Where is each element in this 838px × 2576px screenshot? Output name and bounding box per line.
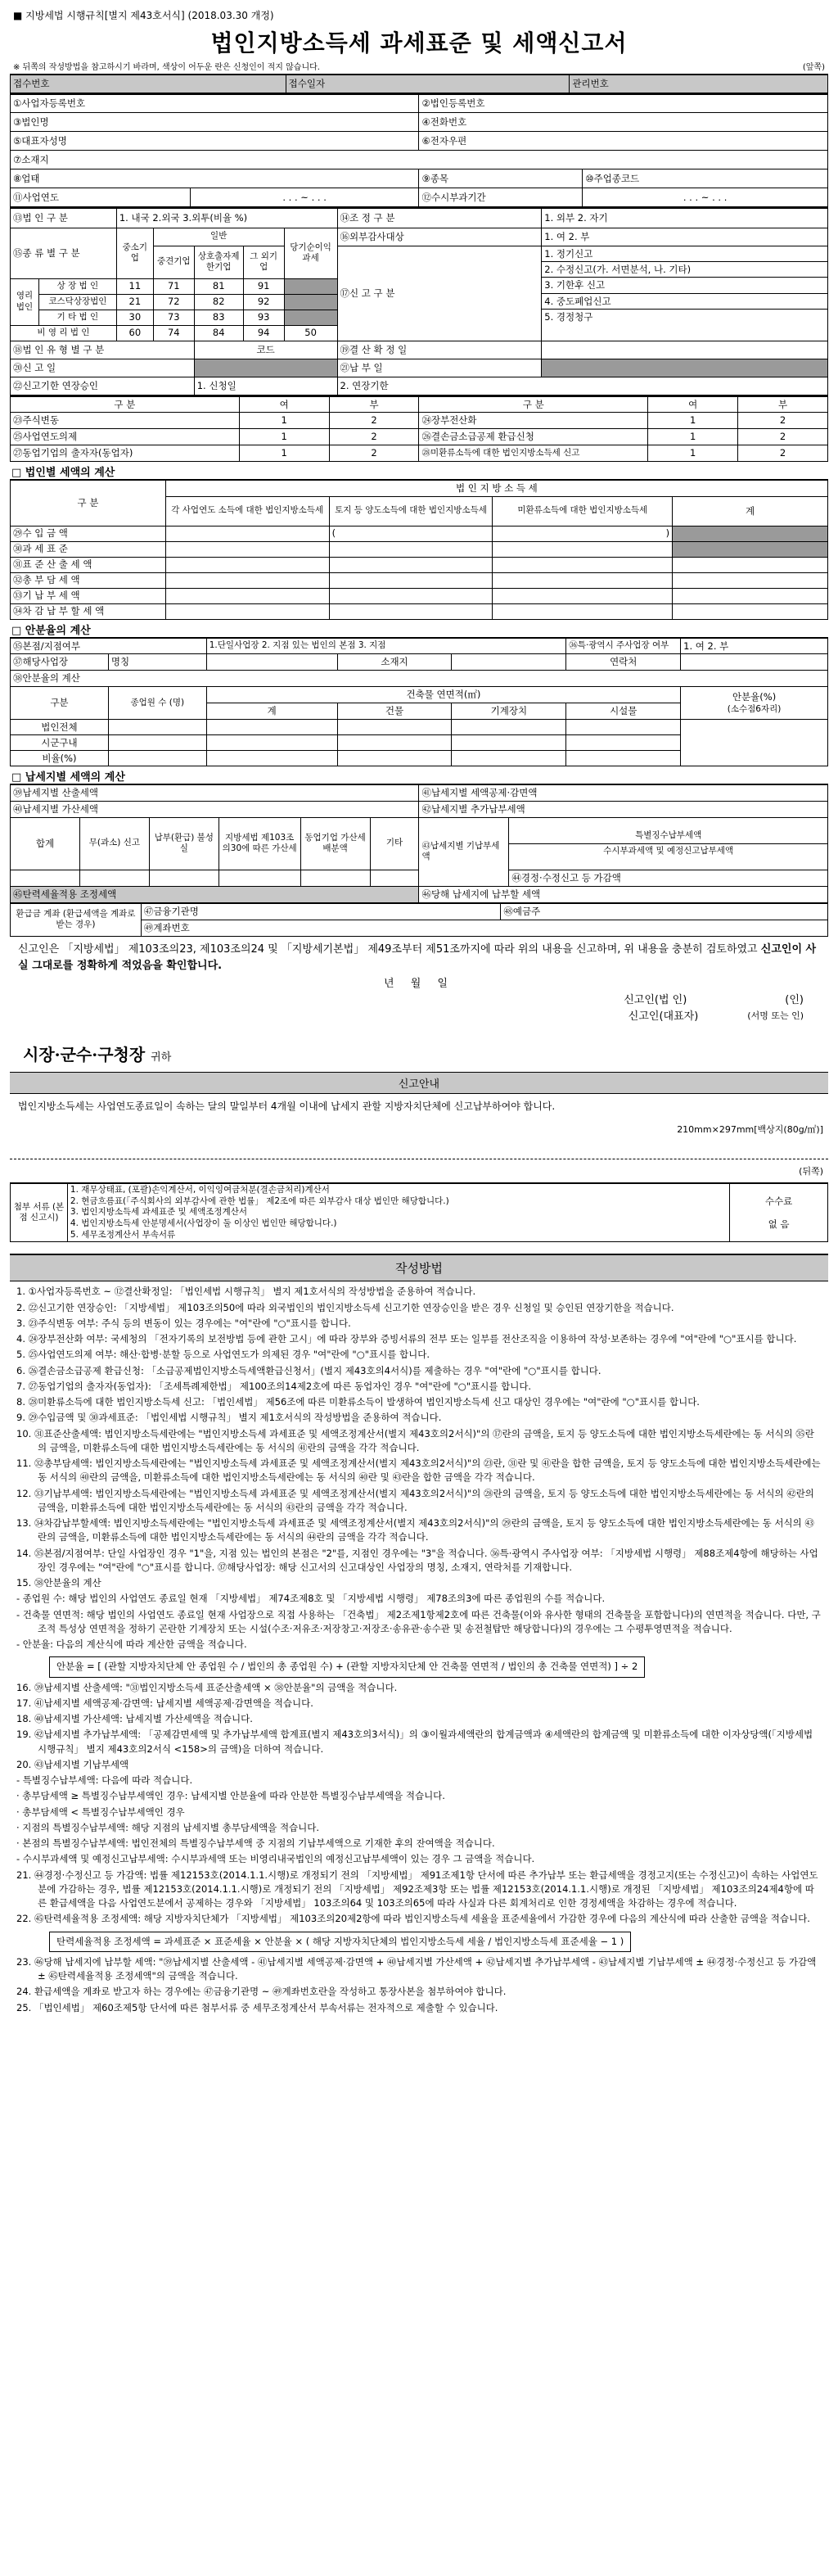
method-item: 16. ㊴납세지별 산출세액: "㉛법인지방소득세 표준산출세액 × ㊳안분율"의 금액을 적습니다. bbox=[16, 1681, 398, 1693]
value-cell[interactable] bbox=[452, 720, 566, 735]
report-opt-2[interactable]: 2. 수정신고(가. 서면분석, 나. 기타) bbox=[542, 262, 827, 278]
penalty-col-late-payment: 납부(환급) 불성실 bbox=[149, 817, 219, 870]
payable-table bbox=[10, 784, 828, 903]
withholding-col: 특별징수납부세액 bbox=[509, 829, 827, 843]
ratio-head-building: 건물 bbox=[337, 703, 452, 720]
correction-adjust-label: ㊹경정·수정신고 등 가감액 bbox=[509, 870, 828, 886]
method-item: 7. ㉗동업기업의 출자자(동업자): 「조세특례제한법」 제100조의14제2호에 따른 동업자인 경우 "여"란에 "○"표시를 합니다. bbox=[16, 1380, 532, 1392]
address-field[interactable]: ⑦소재지 bbox=[11, 151, 828, 169]
amount-cell[interactable] bbox=[329, 526, 493, 541]
addressee bbox=[23, 1042, 828, 1065]
local-payable-label: ㊻당해 납세지에 납부할 세액 bbox=[419, 886, 828, 902]
tax-head-land: 토지 등 양도소득에 대한 법인지방소득세 bbox=[329, 496, 493, 526]
branch-status-label: ㉟본점/지점여부 bbox=[11, 638, 207, 654]
unreturned-income-label: ㉘미환류소득에 대한 법인지방소득세 신고 bbox=[419, 445, 648, 462]
fee-value: 없 음 bbox=[768, 1218, 790, 1231]
deemed-fiscal-year-label: ㉕사업연도의제 bbox=[11, 429, 240, 445]
ceo-name-field[interactable]: ⑤대표자성명 bbox=[11, 132, 419, 151]
code-cell[interactable]: 11 bbox=[116, 278, 153, 294]
guide-bar: 신고안내 bbox=[10, 1072, 828, 1094]
value-cell[interactable] bbox=[206, 751, 337, 766]
for-profit-label: 영리법인 bbox=[11, 278, 39, 325]
computerized-books-label: ㉔장부전산화 bbox=[419, 413, 648, 429]
signer-corp-label: 신고인(법 인) bbox=[624, 993, 687, 1006]
amount-cell[interactable] bbox=[329, 541, 493, 557]
method-item: 22. ㊺탄력세율적용 조정세액: 해당 지방자치단체가 「지방세법」 제103조의20제2항에 따라 법인지방소득세 세율을 표준세율에서 가감한 경우에 다음의 계산식에 따라 산출한 금액을 적습니다. bbox=[16, 1913, 810, 1925]
method-item: 19. ㊷납세지별 추가납부세액: 「공제감면세액 및 추가납부세액 합계표(별지 제43호의3서식)」의 ③이월과세액란의 합계금액과 ④세액란의 합계금액 및 미환류소득에 대한 이자상당액(「지방세법 시행규칙」 별지 제43호의2서식 <158>의 금액)을 더하여 적습니다. bbox=[16, 1729, 813, 1755]
method-item: - 특별징수납부세액: 다음에 따라 적습니다. bbox=[16, 1774, 193, 1787]
amount-cell[interactable] bbox=[370, 870, 419, 886]
payment-date-field bbox=[542, 359, 828, 377]
paren-open: ( bbox=[331, 527, 336, 540]
yes-option[interactable]: 1 bbox=[648, 445, 738, 462]
tax-head-item: 구 분 bbox=[11, 480, 166, 526]
business-reg-no-field[interactable]: ①사업자등록번호 bbox=[11, 94, 419, 113]
extension-label: ㉒신고기한 연장승인 bbox=[11, 377, 195, 395]
site-contact-label: 연락처 bbox=[566, 654, 681, 671]
revenue-label: ㉙수 입 금 액 bbox=[11, 526, 166, 541]
code-cell[interactable]: 91 bbox=[243, 278, 284, 294]
report-date-field bbox=[194, 359, 337, 377]
attachment-list bbox=[67, 1183, 729, 1242]
shaded-cell bbox=[673, 526, 828, 541]
method-item: 9. ㉙수입금액 및 ㉚과세표준: 「법인세법 시행규칙」 별지 제1호서식의 작성방법을 준용하여 적습니다. bbox=[16, 1412, 442, 1424]
settlement-date-field[interactable] bbox=[542, 341, 828, 359]
form-title: 법인지방소득세 과세표준 및 세액신고서 bbox=[210, 29, 628, 56]
report-date-label: ⑳신 고 일 bbox=[11, 359, 195, 377]
method-item: 1. ①사업자등록번호 ~ ⑫결산확정일: 「법인세법 시행규칙」 별지 제1호서식의 작성방법을 준용하여 적습니다. bbox=[16, 1286, 476, 1298]
method-item: - 건축물 연면적: 해당 법인의 사업연도 종료일 현재 사업장으로 직접 사용하는 「건축법」 제2조제1항제2호에 따른 건축물(이와 유사한 형태의 건축물을 포함합니다)의 연면적을 적습니다. 다만, 구조적 특성상 연면적을 정하기 곤란한 기계장치 또는 시설(수조·저유조·저장창고·저장조·송유관·송수관 및 송전철탑만 해당합니다)의 경우에는 그 수평투영면적을 적습니다. bbox=[16, 1608, 821, 1634]
amount-cell[interactable] bbox=[493, 541, 673, 557]
refund-account-table bbox=[10, 903, 828, 937]
method-bar: 작성방법 bbox=[10, 1254, 828, 1281]
no-option[interactable]: 2 bbox=[329, 429, 419, 445]
method-item: 20. ㊸납세지별 기납부세액 bbox=[16, 1758, 129, 1770]
code-cell[interactable]: 60 bbox=[116, 325, 153, 341]
extension-apply-date[interactable]: 1. 신청일 bbox=[194, 377, 337, 395]
allocation-section-title: □ 안분율의 계산 bbox=[11, 624, 91, 637]
local-credit-label: ㊶납세지별 세액공제·감면액 bbox=[419, 784, 828, 801]
no-option[interactable]: 2 bbox=[329, 413, 419, 429]
site-name-field[interactable] bbox=[206, 654, 337, 671]
row-listed: 상 장 법 인 bbox=[38, 278, 116, 294]
external-audit-label: ⑯외부감사대상 bbox=[337, 228, 542, 246]
value-cell[interactable] bbox=[108, 751, 206, 766]
prepaid-tax-label: ㉝기 납 부 세 액 bbox=[11, 588, 166, 603]
method-item: 10. ㉛표준산출세액: 법인지방소득세란에는 "법인지방소득세 과세표준 및 세액조정계산서(별지 제43호의2서식)"의 ⑰란의 금액을, 토지 등 양도소득에 대한 법인지방소득세란에는 동 서식의 ㉟란의 금액을, 미환류소득에 대한 법인지방소득세란에는 동 서식의 ㊶란의 금액을 각각 적습니다. bbox=[16, 1427, 814, 1453]
ratio-head-item: 구분 bbox=[11, 687, 109, 720]
ratio-head-employees: 종업원 수 (명) bbox=[108, 687, 206, 720]
prepaid-subcols bbox=[509, 817, 828, 870]
stock-change-label: ㉓주식변동 bbox=[11, 413, 240, 429]
yn-head-yes: 여 bbox=[648, 396, 738, 413]
method-item: 6. ㉖결손금소급공제 환급신청: 「소급공제법인지방소득세액환급신청서」(별지 제43호의4서식)를 제출하는 경우 "여"란에 "○"표시를 합니다. bbox=[16, 1364, 601, 1376]
code-cell[interactable]: 21 bbox=[116, 294, 153, 310]
amount-cell[interactable] bbox=[11, 870, 80, 886]
method-item: 25. 「법인세법」 제60조제5항 단서에 따른 첨부서류 중 세무조정계산서 부속서류는 전자적으로 제출할 수 있습니다. bbox=[16, 2001, 498, 2013]
corp-kind-label: ⑬법 인 구 분 bbox=[11, 208, 117, 228]
shaded-cell bbox=[284, 310, 337, 325]
value-cell[interactable] bbox=[566, 751, 681, 766]
method-item: 24. 환급세액을 계좌로 받고자 하는 경우에는 ㊼금융기관명 ~ ㊾계좌번호란을 작성하고 통장사본을 첨부하여야 합니다. bbox=[16, 1986, 507, 1998]
code-cell[interactable]: 50 bbox=[284, 325, 337, 341]
ratio-value-cell[interactable] bbox=[681, 720, 828, 766]
ratio-row-percent: 비율(%) bbox=[11, 751, 109, 766]
amount-cell[interactable] bbox=[493, 588, 673, 603]
receipt-date-label: 접수일자 bbox=[286, 75, 570, 93]
tax-head-unreturned: 미환류소득에 대한 법인지방소득세 bbox=[493, 496, 673, 526]
value-cell[interactable] bbox=[566, 720, 681, 735]
payable-section-title: □ 납세지별 세액의 계산 bbox=[11, 771, 125, 784]
ratio-head-sum: 계 bbox=[206, 703, 337, 720]
yn-head-item: 구 분 bbox=[419, 396, 648, 413]
management-no-label: 관리번호 bbox=[570, 75, 828, 93]
allocation-formula: 안분율 = [ (관할 지방자치단체 안 종업원 수 / 법인의 총 종업원 수) + (관할 지방자치단체 안 건축물 연면적 / 법인의 총 건축물 연면적) ] ÷ 2 bbox=[49, 1656, 645, 1677]
signer-corp-seal[interactable]: (인) bbox=[785, 993, 804, 1006]
signer-ceo-label: 신고인(대표자) bbox=[628, 1010, 699, 1024]
shaded-cell bbox=[673, 541, 828, 557]
method-item: 11. ㉜총부담세액: 법인지방소득세란에는 "법인지방소득세 과세표준 및 세액조정계산서(별지 제43호의2서식)"의 ㉓란, ㉛란 및 ㊶란을 합한 금액을, 토지 등 양도소득에 대한 법인지방소득세란에는 동 서식의 ㊵란의 금액을, 미환류소득에 대한 법인지방소득세란에는 동 서식의 ㊵란 및 ㊸란을 합한 금액을 각각 적습니다. bbox=[16, 1457, 821, 1484]
bank-name-field[interactable]: ㊼금융기관명 bbox=[141, 903, 501, 920]
attachment-table bbox=[10, 1182, 828, 1242]
attachment-item: 1. 재무상태표, (포괄)손익계산서, 이익잉여금처분(결손금처리)계산서 bbox=[70, 1185, 330, 1195]
amount-cell[interactable] bbox=[673, 603, 828, 619]
attachment-item: 2. 현금흐름표(「주식회사의 외부감사에 관한 법률」 제2조에 따른 외부감사 대상 법인만 해당합니다.) bbox=[70, 1195, 449, 1206]
code-cell[interactable]: 82 bbox=[194, 294, 243, 310]
refund-account-label: 환급금 계좌 (환급세액을 계좌로 받는 경우) bbox=[11, 903, 142, 936]
penalty-col-underreport: 무(과소) 신고 bbox=[79, 817, 149, 870]
attachment-item: 3. 법인지방소득세 과세표준 및 세액조정계산서 bbox=[70, 1207, 248, 1218]
corp-type-label: ⑱법 인 유 형 별 구 분 bbox=[11, 341, 195, 359]
code-cell[interactable]: 72 bbox=[153, 294, 194, 310]
declaration-text: 신고인은 「지방세법」 제103조의23, 제103조의24 및 「지방세기본법」 제49조부터 제51조까지에 따라 위의 내용을 신고하며, 위 내용을 충분히 검토하였고 bbox=[18, 942, 761, 956]
method-item: · 본점의 특별징수납부세액: 법인전체의 특별징수납부세액 중 지점의 기납부세액으로 기재한 후의 잔여액을 적습니다. bbox=[16, 1837, 495, 1850]
report-opt-3[interactable]: 3. 기한후 신고 bbox=[542, 278, 827, 293]
standard-tax-label: ㉛표 준 산 출 세 액 bbox=[11, 557, 166, 572]
code-cell[interactable]: 84 bbox=[194, 325, 243, 341]
extension-deadline[interactable]: 2. 연장기한 bbox=[337, 377, 827, 395]
col-mutual-limit: 상호출자제한기업 bbox=[194, 246, 243, 278]
col-general: 일반 bbox=[153, 228, 284, 246]
yn-head-no: 부 bbox=[738, 396, 828, 413]
amount-cell[interactable] bbox=[219, 870, 300, 886]
email-field[interactable]: ⑥전자우편 bbox=[419, 132, 828, 151]
code-cell[interactable]: 94 bbox=[243, 325, 284, 341]
method-item: 23. ㊻당해 납세지에 납부할 세액: "㊴납세지별 산출세액 - ㊶납세지별 세액공제·감면액 + ㊵납세지별 가산세액 + ㊷납세지별 추가납부세액 - ㊸납세지별 기납부세액 ± ㊹경정·수정신고 등 가감액 ± ㊺탄력세율적용 조정세액"의 금액을 적습니다. bbox=[16, 1955, 817, 1982]
method-item: 17. ㊶납세지별 세액공제·감면액: 납세지별 세액공제·감면액을 적습니다. bbox=[16, 1697, 313, 1709]
yes-option[interactable]: 1 bbox=[648, 413, 738, 429]
code-cell[interactable]: 83 bbox=[194, 310, 243, 325]
value-cell[interactable] bbox=[206, 720, 337, 735]
amount-cell[interactable] bbox=[329, 572, 493, 588]
method-item: 8. ㉘미환류소득에 대한 법인지방소득세 신고: 「법인세법」 제56조에 따른 미환류소득이 발생하여 법인지방소득세 신고 대상인 경우에는 "여"란에 "○"표시를 합니다. bbox=[16, 1396, 700, 1408]
corp-kind-options[interactable]: 1. 내국 2.외국 3.외투(비율 %) bbox=[116, 208, 337, 228]
fee-label: 수수료 bbox=[764, 1195, 793, 1207]
method-item: · 총부담세액 ≥ 특별징수납부세액인 경우: 납세지별 안분율에 따라 안분한 특별징수납부세액을 적습니다. bbox=[16, 1790, 445, 1802]
amount-cell[interactable] bbox=[165, 603, 329, 619]
attachment-item: 4. 법인지방소득세 안분명세서(사업장이 둘 이상인 법인만 해당합니다.) bbox=[70, 1218, 337, 1229]
amount-cell[interactable] bbox=[493, 526, 673, 541]
site-address-field[interactable] bbox=[452, 654, 566, 671]
method-item: 5. ㉕사업연도의제 여부: 해산·합병·분할 등으로 사업연도가 의제된 경우 "여"란에 "○"표시를 합니다. bbox=[16, 1349, 430, 1361]
amount-cell[interactable] bbox=[673, 588, 828, 603]
fee-cell bbox=[730, 1183, 828, 1242]
partnership-investor-label: ㉗동업기업의 출자자(동업자) bbox=[11, 445, 240, 462]
site-contact-field[interactable] bbox=[681, 654, 828, 671]
yn-head-yes: 여 bbox=[239, 396, 329, 413]
value-cell[interactable] bbox=[337, 751, 452, 766]
type-kind-label: ⑮종 류 별 구 분 bbox=[11, 228, 117, 278]
amount-cell[interactable] bbox=[329, 588, 493, 603]
method-item: - 종업원 수: 해당 법인의 사업연도 종료일 현재 「지방세법」 제74조제8호 및 「지방세법 시행령」 제78조의3에 따른 종업원의 수를 적습니다. bbox=[16, 1593, 606, 1605]
code-cell[interactable]: 71 bbox=[153, 278, 194, 294]
metro-main-label: ㊱특·광역시 주사업장 여부 bbox=[566, 638, 681, 654]
payment-date-label: ㉑납 부 일 bbox=[337, 359, 542, 377]
basic-info-table bbox=[10, 93, 828, 208]
method-item: · 지점의 특별징수납부세액: 해당 지점의 납세지별 총부담세액을 적습니다. bbox=[16, 1821, 320, 1833]
report-opt-4[interactable]: 4. 중도폐업신고 bbox=[542, 294, 827, 310]
paper-size: 210mm×297mm[백상지(80g/㎡)] bbox=[677, 1124, 823, 1136]
amount-cell[interactable] bbox=[79, 870, 149, 886]
code-cell[interactable]: 93 bbox=[243, 310, 284, 325]
flex-rate-label: ㊺탄력세율적용 조정세액 bbox=[11, 886, 419, 902]
business-item-field[interactable]: ⑨종목 bbox=[419, 169, 583, 188]
occasional-period-label: ⑫수시부과기간 bbox=[419, 188, 583, 207]
value-cell[interactable] bbox=[108, 735, 206, 751]
paren-close: ) bbox=[665, 527, 670, 540]
fiscal-year-label: ⑪사업연도 bbox=[11, 188, 191, 207]
declaration-block bbox=[10, 937, 828, 1031]
account-number-field[interactable]: ㊾계좌번호 bbox=[141, 920, 827, 936]
form-reference: ■ 지방세법 시행규칙[별지 제43호서식] (2018.03.30 개정) bbox=[13, 10, 274, 21]
row-nonprofit: 비 영 리 법 인 bbox=[11, 325, 117, 341]
no-option[interactable]: 2 bbox=[738, 429, 828, 445]
yes-option[interactable]: 1 bbox=[239, 445, 329, 462]
ratio-head-ratio-cell bbox=[681, 687, 828, 720]
declaration-date[interactable]: 년 월 일 bbox=[384, 977, 454, 990]
page-side-back: (뒤쪽) bbox=[799, 1166, 823, 1177]
corp-type-code[interactable]: 코드 bbox=[194, 341, 337, 359]
main-industry-code-field[interactable]: ⑩주업종코드 bbox=[583, 169, 828, 188]
addressee-suffix: 귀하 bbox=[151, 1051, 172, 1064]
settlement-date-label: ⑲결 산 확 정 일 bbox=[337, 341, 542, 359]
col-partnership: 당기순이익과세 bbox=[284, 228, 337, 278]
value-cell[interactable] bbox=[206, 735, 337, 751]
metro-main-options[interactable]: 1. 여 2. 부 bbox=[681, 638, 828, 654]
external-audit-options[interactable]: 1. 여 2. 부 bbox=[542, 228, 828, 246]
occasional-period-field[interactable]: . . . ~ . . . bbox=[583, 188, 828, 207]
corp-name-field[interactable]: ③법인명 bbox=[11, 113, 419, 132]
local-penalty-label: ㊵납세지별 가산세액 bbox=[11, 801, 419, 817]
yes-option[interactable]: 1 bbox=[239, 413, 329, 429]
ratio-row-local: 시군구내 bbox=[11, 735, 109, 751]
value-cell[interactable] bbox=[452, 735, 566, 751]
shaded-cell bbox=[284, 278, 337, 294]
amount-cell[interactable] bbox=[493, 603, 673, 619]
receipt-table bbox=[10, 74, 828, 93]
penalty-col-total: 합계 bbox=[11, 817, 80, 870]
ratio-head-area: 건축물 연면적(㎡) bbox=[206, 687, 680, 703]
value-cell[interactable] bbox=[566, 735, 681, 751]
allocation-table bbox=[10, 637, 828, 767]
col-small-mid: 중소기업 bbox=[116, 228, 153, 278]
account-holder-field[interactable]: ㊽예금주 bbox=[501, 903, 828, 920]
code-cell[interactable]: 81 bbox=[194, 278, 243, 294]
yn-head-no: 부 bbox=[329, 396, 419, 413]
col-other-corp: 그 외기업 bbox=[243, 246, 284, 278]
amount-cell[interactable] bbox=[493, 557, 673, 572]
amount-cell[interactable] bbox=[493, 572, 673, 588]
amount-cell[interactable] bbox=[329, 603, 493, 619]
classification-table bbox=[10, 207, 828, 395]
value-cell[interactable] bbox=[108, 720, 206, 735]
net-payable-label: ㉞차 감 납 부 할 세 액 bbox=[11, 603, 166, 619]
ratio-head-note: (소수점6자리) bbox=[727, 704, 782, 715]
code-cell[interactable]: 74 bbox=[153, 325, 194, 341]
local-additional-label: ㊷납세지별 추가납부세액 bbox=[419, 801, 828, 817]
penalty-col-other: 기타 bbox=[370, 817, 419, 870]
business-type-field[interactable]: ⑧업태 bbox=[11, 169, 419, 188]
tax-calc-table bbox=[10, 479, 828, 620]
no-option[interactable]: 2 bbox=[738, 445, 828, 462]
report-opt-5[interactable]: 5. 경정청구 bbox=[544, 311, 593, 323]
amount-cell[interactable] bbox=[329, 557, 493, 572]
row-other: 기 타 법 인 bbox=[38, 310, 116, 325]
tax-base-label: ㉚과 세 표 준 bbox=[11, 541, 166, 557]
declaration-bold-text: 신고인이 사실 그대로를 정확하게 적었음을 확인합니다. bbox=[18, 942, 817, 972]
tax-calc-section-title: □ 법인별 세액의 계산 bbox=[11, 467, 115, 479]
code-cell[interactable]: 73 bbox=[153, 310, 194, 325]
receipt-no-label: 접수번호 bbox=[11, 75, 286, 93]
occasional-col: 수시부과세액 및 예정신고납부세액 bbox=[603, 845, 734, 856]
amount-cell[interactable] bbox=[165, 557, 329, 572]
penalty-col-partnership: 동업기업 가산세 배분액 bbox=[300, 817, 370, 870]
phone-field[interactable]: ④전화번호 bbox=[419, 113, 828, 132]
corp-reg-no-field[interactable]: ②법인등록번호 bbox=[419, 94, 828, 113]
ratio-calc-label: ㊳안분율의 계산 bbox=[11, 671, 828, 687]
method-item: 21. ㊹경정·수정신고 등 가감액: 법률 제12153호(2014.1.1.시행)로 개정되기 전의 「지방세법」 제91조제1항 단서에 따른 추가납부 또는 환급세액을 경정고지(또는 수정신고)이 속하는 사업연도분에 가감하는 경우, 법률 제12153호(2014.1.1.시행)로 개정되기 전의 「지방세법」 제92조제3항 또는 법률 제12153호(2014.1.1.시행)로 개정된 「지방세법」 제103조의24제4항에 따른 환급세액을 다음 사업연도분에서 공제하는 경우와 「지방세법」 103조의64 및 103조의65에 따라 사실과 다른 회계처리로 인한 경정세액을 차감하는 경우에 적습니다. bbox=[16, 1869, 818, 1909]
report-opt-1[interactable]: 1. 정기신고 bbox=[542, 246, 827, 262]
attachment-label: 첨부 서류 (본점 신고시) bbox=[11, 1183, 68, 1242]
flex-rate-formula: 탄력세율적용 조정세액 = 과세표준 × 표준세율 × 안분율 × ( 해당 지방자치단체의 법인지방소득세 세율 / 법인지방소득세 표준세율 − 1 ) bbox=[49, 1932, 631, 1952]
amount-cell[interactable] bbox=[149, 870, 219, 886]
site-name-label: 명칭 bbox=[108, 654, 206, 671]
report-kind-options bbox=[542, 246, 828, 341]
method-item: 4. ㉔장부전산화 여부: 국세청의 「전자기록의 보전방법 등에 관한 고시」에 따라 장부와 증빙서류의 전부 또는 일부를 전산조직을 이용하여 작성·보존하는 경우에 "여"란에 "○"표시를 합니다. bbox=[16, 1333, 797, 1345]
no-option[interactable]: 2 bbox=[738, 413, 828, 429]
method-item: 3. ㉓주식변동 여부: 주식 등의 변동이 있는 경우에는 "여"란에 "○"표시를 합니다. bbox=[16, 1317, 351, 1329]
method-item: · 총부담세액 < 특별징수납부세액인 경우 bbox=[16, 1805, 185, 1818]
amount-cell[interactable] bbox=[165, 541, 329, 557]
amount-cell[interactable] bbox=[673, 557, 828, 572]
branch-status-options[interactable]: 1.단일사업장 2. 지점 있는 법인의 본점 3. 지점 bbox=[206, 638, 566, 654]
method-list bbox=[10, 1281, 828, 2015]
tax-head-main: 법 인 지 방 소 득 세 bbox=[165, 480, 827, 496]
addressee-office: 시장·군수·구청장 bbox=[23, 1045, 146, 1065]
yes-no-table bbox=[10, 395, 828, 463]
method-item: 13. ㉞차감납부할세액: 법인지방소득세란에는 "법인지방소득세 과세표준 및 세액조정계산서(별지 제43호의2서식)"의 ㉙란의 금액을, 토지 등 양도소득에 대한 법인지방소득세란에는 동 서식의 ㊸란의 금액을, 미환류소득에 대한 법인지방소득세란에는 동 서식의 ㊹란의 금액을 각각 적습니다. bbox=[16, 1517, 814, 1543]
code-cell[interactable]: 30 bbox=[116, 310, 153, 325]
site-label: ㊲해당사업장 bbox=[11, 654, 109, 671]
col-mid-size: 중견기업 bbox=[153, 246, 194, 278]
ratio-head-facility: 시설물 bbox=[566, 703, 681, 720]
form-notice: ※ 뒤쪽의 작성방법을 참고하시기 바라며, 색상이 어두운 란은 신청인이 적지 않습니다. bbox=[13, 63, 320, 72]
adjust-kind-options[interactable]: 1. 외부 2. 자기 bbox=[542, 208, 828, 228]
method-item: 2. ㉒신고기한 연장승인: 「지방세법」 제103조의50에 따라 외국법인의 법인지방소득세 신고기한 연장승인을 받은 경우 신청일 및 승인된 연장기한을 적습니다. bbox=[16, 1301, 674, 1313]
method-item: 15. ㊳안분율의 계산 bbox=[16, 1577, 101, 1589]
yn-head-item: 구 분 bbox=[11, 396, 240, 413]
local-prepaid-label: ㊸납세지별 기납부세액 bbox=[419, 817, 509, 886]
adjust-kind-label: ⑭조 정 구 분 bbox=[337, 208, 542, 228]
row-kosdaq: 코스닥상장법인 bbox=[38, 294, 116, 310]
tax-head-income: 각 사업연도 소득에 대한 법인지방소득세 bbox=[165, 496, 329, 526]
code-cell[interactable]: 92 bbox=[243, 294, 284, 310]
page-side-front: (앞쪽) bbox=[802, 63, 825, 72]
total-burden-label: ㉜총 부 담 세 액 bbox=[11, 572, 166, 588]
amount-cell[interactable] bbox=[165, 572, 329, 588]
yes-option[interactable]: 1 bbox=[239, 429, 329, 445]
penalty-col-article: 지방세법 제103조의30에 따른 가산세 bbox=[219, 817, 300, 870]
method-item: - 안분율: 다음의 계산식에 따라 계산한 금액을 적습니다. bbox=[16, 1638, 247, 1651]
guide-text: 법인지방소득세는 사업연도종료일이 속하는 달의 말일부터 4개월 이내에 납세지 관할 지방자치단체에 신고납부하여야 합니다. bbox=[18, 1100, 556, 1113]
method-item: 14. ㉟본점/지점여부: 단일 사업장인 경우 "1"을, 지점 있는 법인의 본점은 "2"를, 지점인 경우에는 "3"을 적습니다. ㊱특·광역시 주사업장 여부: 「지방세법 시행령」 제88조제4항에 해당하는 사업장인 경우에는 "여"란에 "○"표시를 합니다. ㊲해당사업장: 해당 신고서의 신고대상인 사업장의 명칭, 소재지, 연락처를 기재합니다. bbox=[16, 1547, 818, 1573]
ratio-head-ratio: 안분율(%) bbox=[732, 690, 777, 703]
ratio-head-machinery: 기계장치 bbox=[452, 703, 566, 720]
local-calculated-tax-label: ㊴납세지별 산출세액 bbox=[11, 784, 419, 801]
value-cell[interactable] bbox=[337, 720, 452, 735]
ratio-row-total: 법인전체 bbox=[11, 720, 109, 735]
attachment-item: 5. 세무조정계산서 부속서류 bbox=[70, 1229, 176, 1240]
amount-cell[interactable] bbox=[165, 526, 329, 541]
method-item: 12. ㉝기납부세액: 법인지방소득세란에는 "법인지방소득세 과세표준 및 세액조정계산서(별지 제43호의2서식)"의 ㉘란의 금액을, 토지 등 양도소득에 대한 법인지방소득세란에는 동 서식의 ㊷란의 금액을, 미환류소득에 대한 법인지방소득세란에는 동 서식의 ㊸란의 금액을 각각 적습니다. bbox=[16, 1487, 814, 1513]
signer-ceo-seal[interactable]: (서명 또는 인) bbox=[747, 1010, 804, 1022]
fiscal-year-field[interactable]: . . . ~ . . . bbox=[190, 188, 419, 207]
no-option[interactable]: 2 bbox=[329, 445, 419, 462]
yes-option[interactable]: 1 bbox=[648, 429, 738, 445]
method-item: - 수시부과세액 및 예정신고납부세액: 수시부과세액 또는 비영리내국법인의 예정신고납부세액이 있는 경우 그 금액을 적습니다. bbox=[16, 1853, 535, 1865]
amount-cell[interactable] bbox=[165, 588, 329, 603]
amount-cell[interactable] bbox=[673, 572, 828, 588]
shaded-cell bbox=[284, 294, 337, 310]
report-kind-label: ⑰신 고 구 분 bbox=[337, 246, 542, 341]
value-cell[interactable] bbox=[337, 735, 452, 751]
value-cell[interactable] bbox=[452, 751, 566, 766]
form-page bbox=[10, 0, 828, 2015]
loss-carryback-label: ㉖결손금소급공제 환급신청 bbox=[419, 429, 648, 445]
amount-cell[interactable] bbox=[300, 870, 370, 886]
method-item: 18. ㊵납세지별 가산세액: 납세지별 가산세액을 적습니다. bbox=[16, 1713, 253, 1725]
tax-head-total: 계 bbox=[673, 496, 828, 526]
site-address-label: 소재지 bbox=[337, 654, 452, 671]
